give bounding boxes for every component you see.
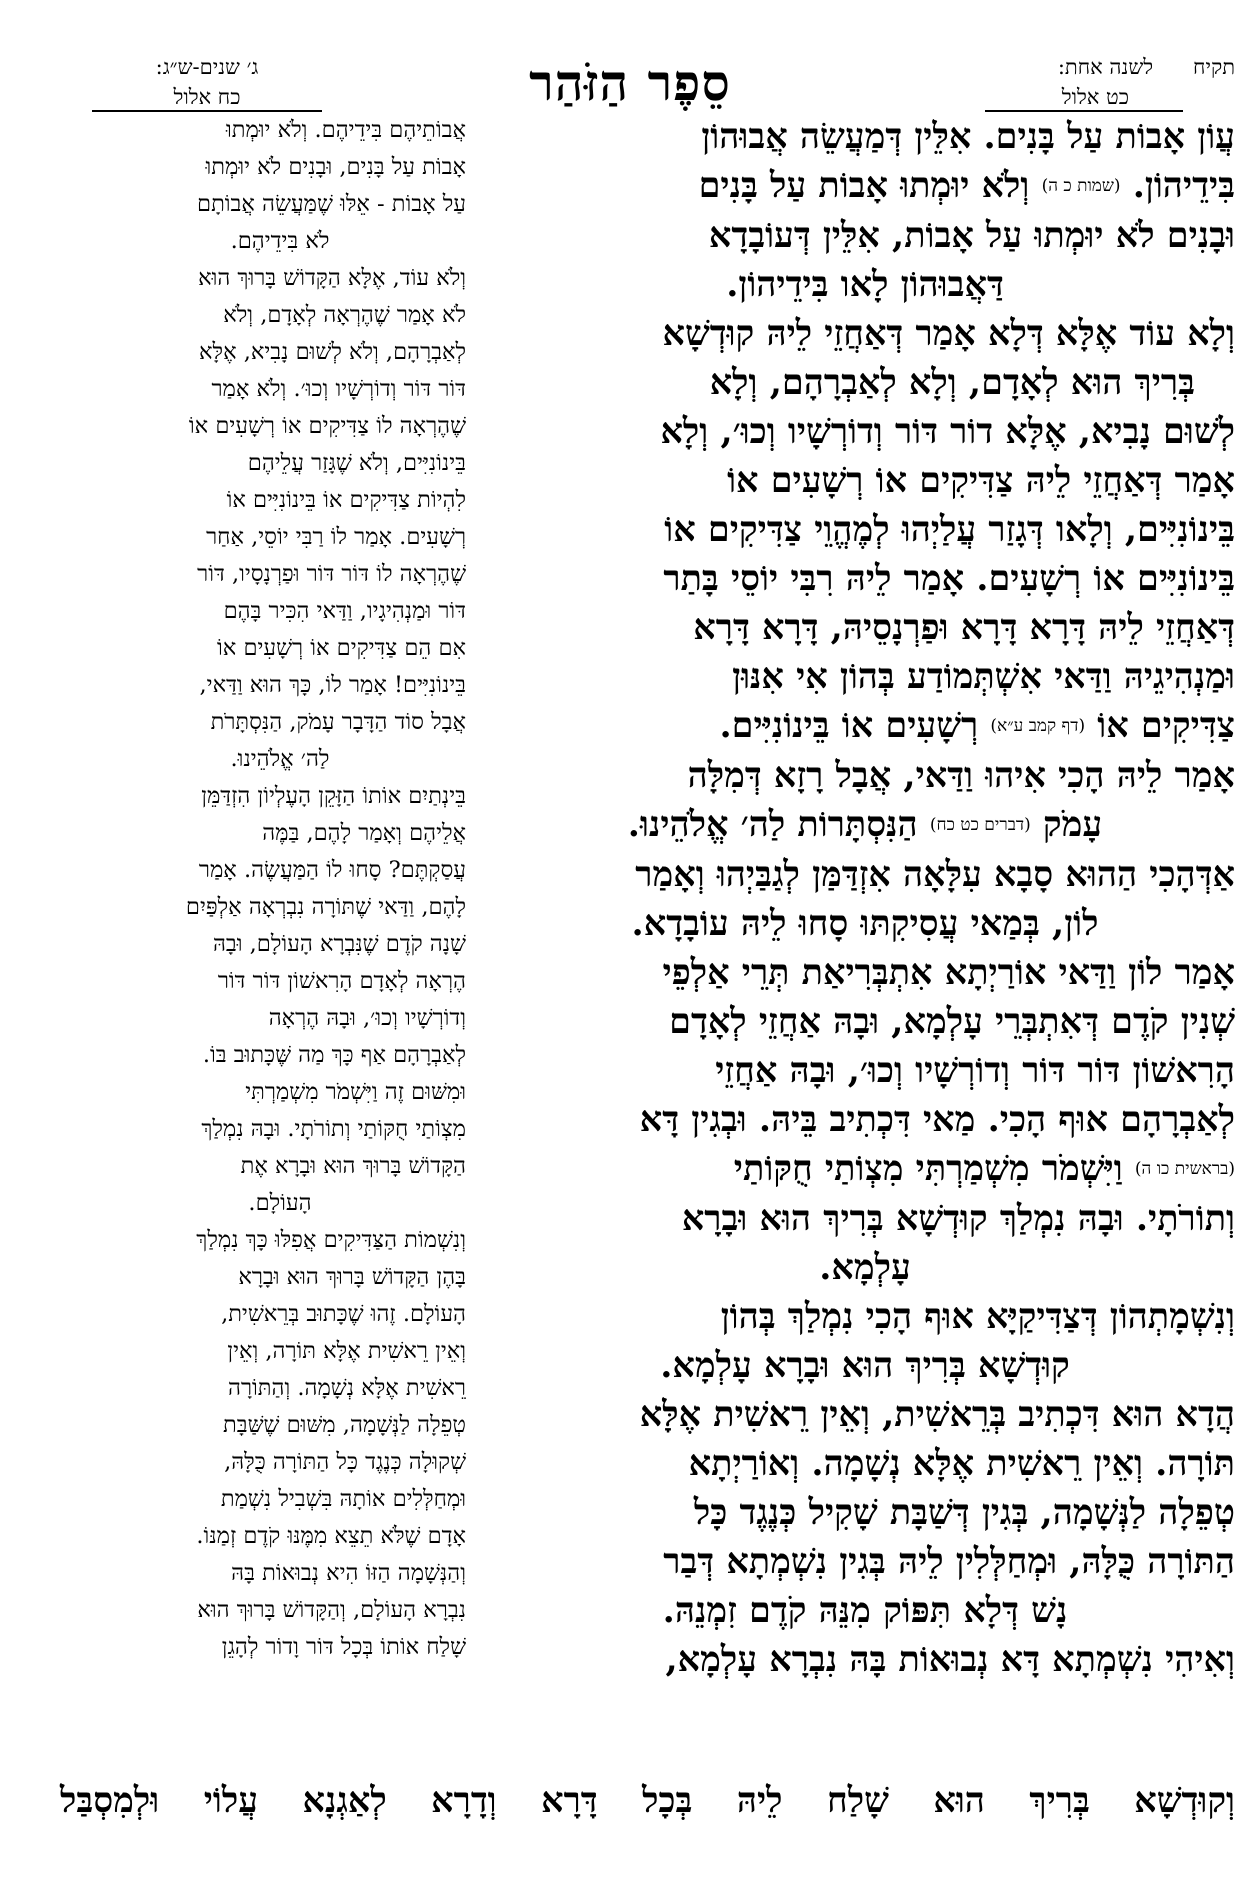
- verse-reference: (שמות כ ה): [1041, 176, 1121, 197]
- side-line: שָׁלַח אוֹתוֹ בְּכָל דּוֹר וָדוֹר לְהָגֵן: [221, 1634, 466, 1660]
- verse-reference: (דברים כט כח): [929, 815, 1031, 836]
- side-line: לֹא בִּידֵיהֶם.: [230, 228, 330, 254]
- side-line: רֵאשִׁית אֶלָּא נְשָׁמָה. וְהַתּוֹרָה: [228, 1375, 466, 1401]
- main-line: דְּאַחֲזֵי לֵיהּ דָּרָא דָּרָא וּפַרְנָסֵיהּ, דָּרָא דָּרָא: [693, 607, 1235, 649]
- side-line: שְׁקוּלָה כְּנֶגֶד כָּל הַתּוֹרָה כֻּלָּהּ,: [224, 1449, 466, 1475]
- main-line: וְתוֹרֹתָי. וּבָהּ נִמְלַךְ קוּדְשָׁא בְּרִיךְ הוּא וּבָרָא: [681, 1198, 1235, 1240]
- main-text-column: [495, 112, 1235, 1684]
- verse-reference: (בראשית כו ה): [1134, 1159, 1235, 1180]
- side-line: וּמְחַלְּלִים אוֹתָהּ בִּשְׁבִיל נִשְׁמַת: [220, 1486, 466, 1512]
- side-line: לֹא אָמַר שֶׁהֶרְאָה לְאָדָם, וְלֹא: [223, 302, 466, 328]
- main-line: הַתּוֹרָה כֻּלָּהּ, וּמְחַלְּלִין לֵיהּ בְּגִין נִשְׁמְתָא דְּבַר: [663, 1541, 1235, 1583]
- side-line: וּמִשּׁוּם זֶה וַיִּשְׁמֹר מִשְׁמַרְתִּי: [245, 1079, 466, 1105]
- date-label: כט אלול: [1061, 85, 1129, 109]
- side-line: אֲבָל סוֹד הַדָּבָר עָמֹק, הַנִּסְתָּרֹת: [210, 709, 466, 735]
- schedule-label-left: ג׳ שנים-ש״ג:: [155, 55, 259, 79]
- side-line: שָׁנָה קֹדֶם שֶׁנִּבְרָא הָעוֹלָם, וּבָהּ: [212, 931, 466, 957]
- main-line: קוּדְשָׁא בְּרִיךְ הוּא וּבָרָא עָלְמָא.: [660, 1345, 1070, 1387]
- main-line: אָמַר דְּאַחֲזֵי לֵיהּ צַדִּיקִים אוֹ רְשָׁעִים אוֹ: [727, 460, 1235, 502]
- date-label-left: כח אלול: [173, 85, 241, 109]
- main-line: אָמַר לוֹן וַדַּאי אוֹרַיְתָא אִתְבְּרִיאַת תְּרֵי אַלְפֵי: [662, 952, 1235, 994]
- main-line: בֵּינוֹנִיִּים, וְלָאו דְּגָזַר עֲלַיְהוּ לְמֶהֱוֵי צַדִּיקִים אוֹ: [664, 509, 1235, 551]
- side-line: עֲסַקְתֶּם? סָחוּ לוֹ הַמַּעֲשֶׂה. אָמַר: [198, 857, 466, 883]
- side-line: הַקָּדוֹשׁ בָּרוּךְ הוּא וּבָרָא אֶת: [240, 1153, 466, 1179]
- bottom-full-line: [60, 1776, 1235, 1826]
- main-line: הָרִאשׁוֹן דּוֹר דּוֹר וְדוֹרְשָׁיו וְכוּ׳, וּבָהּ אַחֲזֵי: [715, 1050, 1235, 1092]
- main-line: בִּידֵיהוֹן. (שמות כ ה) וְלֹא יוּמְתוּ אָבוֹת עַל בָּנִים: [698, 165, 1235, 206]
- side-line: עַל אָבוֹת - אֵלּוּ שֶׁמַּעֲשֵׂה אֲבוֹתָם: [197, 191, 466, 217]
- page-number-label: תקיח: [1193, 55, 1235, 79]
- side-line: וְהַנְּשָׁמָה הַזּוֹ הִיא נְבוּאוֹת בָּהּ: [231, 1560, 466, 1586]
- side-line: לִהְיוֹת צַדִּיקִים אוֹ בֵּינוֹנִיִּים אוֹ: [226, 487, 466, 513]
- main-line: (בראשית כו ה) וַיִּשְׁמֹר מִשְׁמַרְתִּי מִצְוֹתַי חֻקּוֹתַי: [733, 1148, 1235, 1190]
- side-line: מִצְוֹתַי חֻקּוֹתַי וְתוֹרֹתָי. וּבָהּ נִמְלַךְ: [201, 1116, 466, 1142]
- main-line: צַדִּיקִים אוֹ (דף קמב ע״א) רְשָׁעִים אוֹ בֵּינוֹנִיִּים.: [719, 705, 1235, 747]
- side-line: הֶרְאָה לְאָדָם הָרִאשׁוֹן דּוֹר דּוֹר: [217, 968, 466, 994]
- side-line: אִם הֵם צַדִּיקִים אוֹ רְשָׁעִים אוֹ: [217, 635, 466, 661]
- book-title: סֵפֶר הַזֹּהַר: [529, 53, 731, 112]
- main-line: עֲוֹן אָבוֹת עַל בָּנִים. אִלֵּין דְּמַעֲשֵׂה אֲבוּהוֹן: [701, 116, 1235, 157]
- translation-column: [94, 112, 466, 1666]
- main-line: אַדְּהָכִי הַהוּא סָבָא עִלָּאָה אִזְדַּמַּן לְגַבַּיְהוּ וְאָמַר: [635, 854, 1235, 896]
- side-line: הָעוֹלָם.: [248, 1190, 312, 1216]
- main-line: לְאַבְרָהָם אוּף הָכִי. מַאי דִּכְתִיב בֵּיהּ. וּבְגִין דָּא: [639, 1099, 1235, 1141]
- main-line: עָלְמָא.: [819, 1247, 911, 1289]
- main-line: עָמֹק (דברים כט כח) הַנִּסְתָּרוֹת לַה׳ אֱלֹהֵינוּ.: [627, 804, 1103, 846]
- main-line: אָמַר לֵיהּ הָכִי אִיהוּ וַדַּאי, אֲבָל רָזָא דְּמִלָּה: [687, 755, 1235, 797]
- side-line: שֶׁהֶרְאָה לוֹ דּוֹר דּוֹר וּפַרְנָסָיו, דּוֹר: [197, 561, 466, 587]
- main-line: וְאִיהִי נִשְׁמְתָא דָּא נְבוּאוֹת בָּהּ נִבְרָא עָלְמָא,: [665, 1639, 1235, 1681]
- main-line: תּוֹרָה. וְאֵין רֵאשִׁית אֶלָּא נְשָׁמָה. וְאוֹרַיְתָא: [688, 1443, 1235, 1485]
- side-line: אָדָם שֶׁלֹּא תֵצֵא מִמֶּנּוּ קֹדֶם זְמַנּוֹ.: [196, 1523, 466, 1549]
- main-line: וּבָנִים לֹא יוּמְתוּ עַל אָבוֹת, אִלֵּין דְּעוֹבָדָא: [708, 215, 1235, 257]
- main-line: וְקוּדְשָׁא בְּרִיךְ הוּא שָׁלַח לֵיהּ בְּכָל דָּרָא וְדָרָא לְאַגְנָא עֲלוֹי וּלְמִסְבַּל: [60, 1780, 1235, 1821]
- side-line: וְדוֹרְשָׁיו וְכוּ׳, וּבָהּ הֶרְאָה: [268, 1005, 466, 1031]
- main-line: בְּרִיךְ הוּא לְאָדָם, וְלָא לְאַבְרָהָם, וְלָא: [709, 362, 1195, 404]
- main-line: לוֹן, בְּמַאי עֲסִיקִתּוּ סָחוּ לֵיהּ עוֹבָדָא.: [631, 903, 1099, 945]
- main-line: שְׁנִין קֹדֶם דְּאִתְבְּרֵי עָלְמָא, וּבָהּ אַחֲזֵי לְאָדָם: [669, 1001, 1235, 1043]
- main-line: לְשׁוּם נָבִיא, אֶלָּא דוֹר דּוֹר וְדוֹרְשָׁיו וְכוּ׳, וְלָא: [660, 411, 1235, 453]
- side-line: בָּהֶן הַקָּדוֹשׁ בָּרוּךְ הוּא וּבָרָא: [238, 1264, 466, 1290]
- main-line: דַּאֲבוּהוֹן לָאו בִּידֵיהוֹן.: [726, 264, 1004, 306]
- side-line: וְנִשְׁמוֹת הַצַּדִּיקִים אֲפִלּוּ כָּךְ נִמְלַךְ: [196, 1227, 466, 1253]
- side-line: שֶׁהֶרְאָה לוֹ צַדִּיקִים אוֹ רְשָׁעִים אוֹ: [188, 413, 466, 439]
- main-line: הֲדָא הוּא דִּכְתִיב בְּרֵאשִׁית, וְאֵין רֵאשִׁית אֶלָּא: [639, 1394, 1235, 1436]
- side-line: אָבוֹת עַל בָּנִים, וּבָנִים לֹא יוּמְתוּ: [205, 154, 466, 180]
- side-line: בֵּינוֹנִיִּים, וְלֹא שֶׁגָּזַר עֲלֵיהֶם: [247, 450, 466, 476]
- side-line: לְאַבְרָהָם אַף כָּךְ מַה שֶּׁכָּתוּב בּוֹ.: [202, 1042, 466, 1068]
- side-line: לָהֶם, וַדַּאי שֶׁתּוֹרָה נִבְרְאָה אַלְפַּיִם: [185, 894, 466, 920]
- main-line: טְפֵלָה לַנְּשָׁמָה, בְּגִין דְּשַׁבָּת שָׁקִיל כְּנֶגֶד כָּל: [693, 1492, 1235, 1534]
- page-reference: (דף קמב ע״א): [990, 716, 1086, 737]
- main-line: בֵּינוֹנִיִּים אוֹ רְשָׁעִים. אָמַר לֵיהּ רִבִּי יוֹסֵי בָּתַר: [663, 558, 1235, 600]
- side-line: אֲלֵיהֶם וְאָמַר לָהֶם, בַּמֶּה: [262, 820, 466, 846]
- side-line: וְלֹא עוֹד, אֶלָּא הַקָּדוֹשׁ בָּרוּךְ הוּא: [198, 265, 466, 291]
- main-line: וְלָא עוֹד אֶלָּא דְּלָא אָמַר דְּאַחֲזֵי לֵיהּ קוּדְשָׁא: [662, 313, 1235, 355]
- side-line: בֵּינְתַיִם אוֹתוֹ הַזָּקֵן הָעֶלְיוֹן הִזְדַּמֵּן: [201, 783, 466, 809]
- side-line: דּוֹר דּוֹר וְדוֹרְשָׁיו וְכוּ׳. וְלֹא אָמַר: [211, 376, 466, 402]
- side-line: לְאַבְרָהָם, וְלֹא לְשׁוּם נָבִיא, אֶלָּא: [199, 339, 466, 365]
- main-line: נָשׁ דְּלָא תִּפּוֹק מִנֵּהּ קֹדֶם זִמְנֵהּ.: [662, 1590, 1068, 1632]
- side-line: וְאֵין רֵאשִׁית אֶלָּא תּוֹרָה, וְאֵין: [227, 1338, 466, 1364]
- side-line: נִבְרָא הָעוֹלָם, וְהַקָּדוֹשׁ בָּרוּךְ הוּא: [197, 1597, 466, 1623]
- side-line: דּוֹר וּמַנְהִיגָיו, וַדַּאי הִכִּיר בָּהֶם: [223, 598, 466, 624]
- side-line: רְשָׁעִים. אָמַר לוֹ רַבִּי יוֹסֵי, אַחַר: [206, 524, 466, 550]
- side-line: טְפֵלָה לַנְּשָׁמָה, מִשּׁוּם שֶׁשַּׁבָּת: [223, 1412, 466, 1438]
- side-line: הָעוֹלָם. זֶהוּ שֶׁכָּתוּב בְּרֵאשִׁית,: [221, 1301, 466, 1327]
- main-line: וְנִשְׁמָתְהוֹן דְּצַדִּיקַיָּא אוּף הָכִי נִמְלַךְ בְּהוֹן: [720, 1296, 1235, 1338]
- side-line: לַה׳ אֱלֹהֵינוּ.: [230, 746, 330, 772]
- side-line: אֲבוֹתֵיהֶם בִּידֵיהֶם. וְלֹא יוּמְתוּ: [225, 117, 466, 143]
- main-line: וּמַנְהִיגֵיהּ וַדַּאי אִשְׁתְּמוֹדַע בְּהוֹן אִי אִנּוּן: [732, 656, 1235, 698]
- schedule-label: לשנה אחת:: [1057, 55, 1154, 79]
- side-line: בֵּינוֹנִיִּים! אָמַר לוֹ, כָּךְ הוּא וַדַּאי,: [199, 672, 466, 698]
